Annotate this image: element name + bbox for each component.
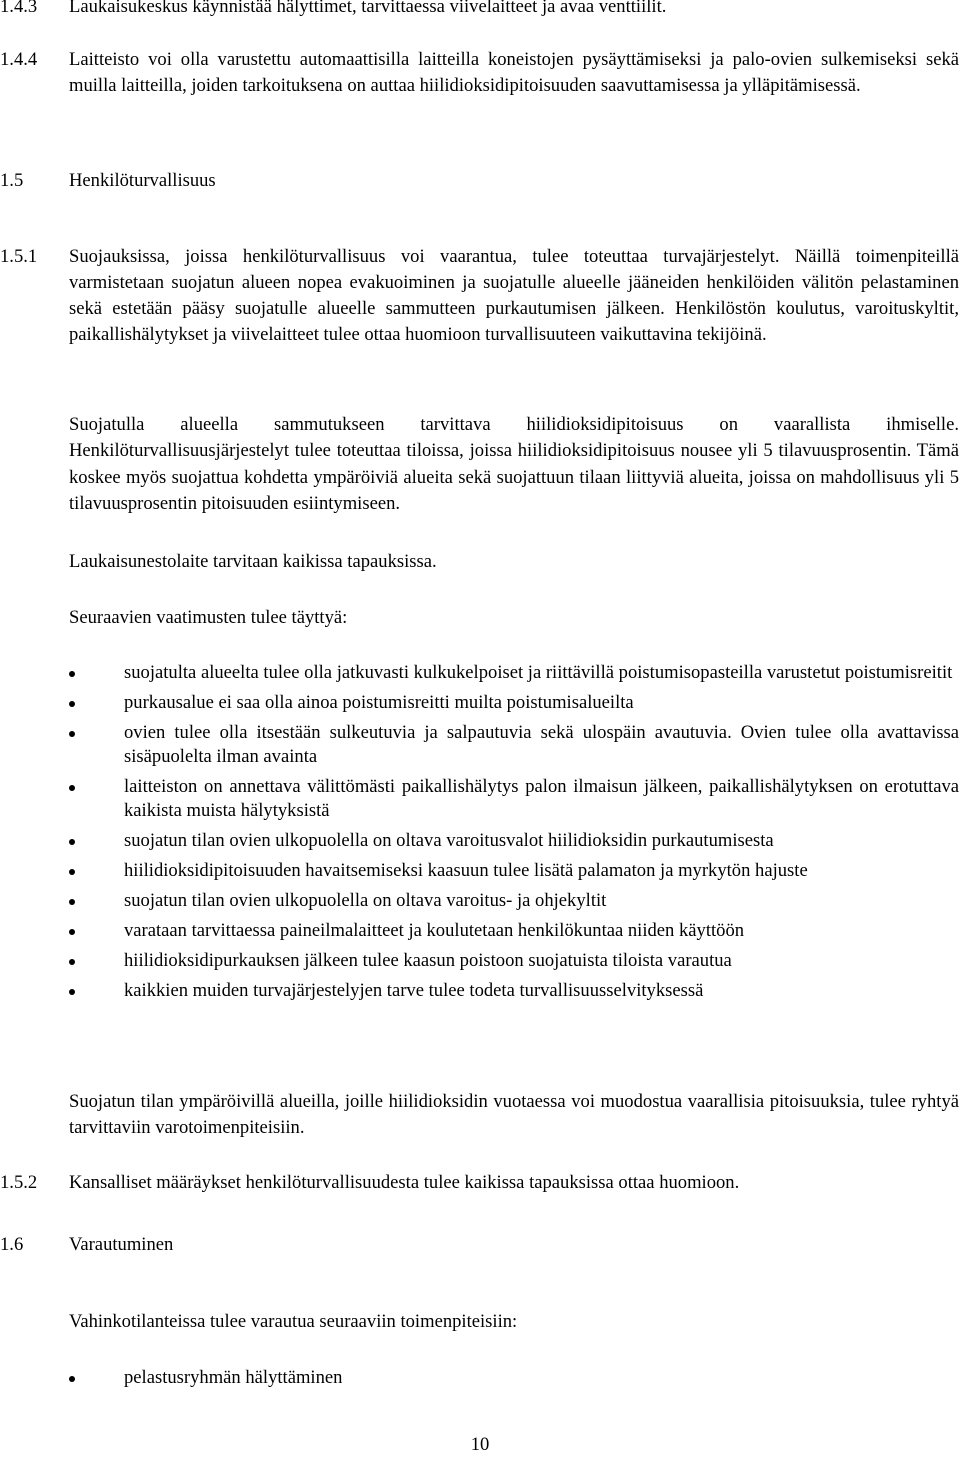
section-text: Laitteisto voi olla varustettu automaattisilla laitteilla koneistojen pysäyttämiseksi ja palo-ovien sulkemiseksi sekä muilla laitteilla, joiden tarkoituksena on auttaa hiilidioksidipitoisuuden saavuttamisessa ja ylläpitämisessä.: [69, 49, 959, 96]
list-item: [0, 919, 959, 943]
paragraph-co2-danger: Suojatulla alueella sammutukseen tarvittava hiilidioksidipitoisuus on vaarallista ihmiselle. Henkilöturvallisuusjärjestelyt tulee toteuttaa tiloissa, joissa hiilidioksidipitoisuus nousee yli 5 tilavuusprosentin. Tämä koskee myös suojattua kohdetta ympäröiviä alueita sekä suojattuun tilaan liittyviä alueita, joissa on mahdollisuus yli 5 tilavuusprosentin pitoisuuden esiintymiseen.: [69, 414, 959, 514]
section-number: 1.4.4: [0, 49, 38, 70]
bullet-icon: [69, 671, 75, 677]
list-item-text: suojatun tilan ovien ulkopuolella on oltava varoitusvalot hiilidioksidin purkautumisesta: [124, 830, 774, 851]
page-number: 10: [470, 1434, 490, 1455]
bullet-icon: [69, 929, 75, 935]
heading-1-6: [0, 1232, 960, 1258]
paragraph-preparedness-intro: Vahinkotilanteissa tulee varautua seuraaviin toimenpiteisiin:: [69, 1311, 518, 1332]
heading-number: 1.5: [0, 170, 24, 191]
section-text: Laukaisukeskus käynnistää hälyttimet, tarvittaessa viivelaitteet ja avaa venttiilit.: [69, 0, 667, 17]
heading-number: 1.6: [0, 1234, 24, 1255]
section-number: 1.5.1: [0, 246, 38, 267]
bullet-icon: [69, 701, 75, 707]
list-item-text: hiilidioksidipitoisuuden havaitsemiseksi kaasuun tulee lisätä palamaton ja myrkytön hajuste: [124, 860, 808, 881]
section-text: Kansalliset määräykset henkilöturvallisuudesta tulee kaikissa tapauksissa ottaa huomioon.: [69, 1172, 740, 1193]
list-item: [0, 721, 959, 769]
list-item-text: laitteiston on annettava välittömästi paikallishälytys palon ilmaisun jälkeen, paikallishälytyksen on erotuttava kaikista muista hälytyksistä: [124, 776, 959, 821]
paragraph-release-lock: Laukaisunestolaite tarvitaan kaikissa tapauksissa.: [69, 551, 437, 572]
list-item: [0, 691, 959, 715]
bullet-icon: [69, 1376, 75, 1382]
list-item: [0, 775, 959, 823]
list-item: [0, 949, 959, 973]
section-number: 1.4.3: [0, 0, 38, 17]
list-item-text: suojatulta alueelta tulee olla jatkuvasti kulkukelpoiset ja riittävillä poistumisopasteilla varustetut poistumisreitit: [124, 662, 953, 683]
bullet-icon: [69, 869, 75, 875]
section-text: Suojauksissa, joissa henkilöturvallisuus voi vaarantua, tulee toteuttaa turvajärjestelyt. Näillä toimenpiteillä varmistetaan suojatun alueen nopea evakuoiminen ja suojatulle alueelle jääneiden henkilöiden välitön pelastaminen sekä estetään pääsy suojatulle alueelle sammutteen purkautumisen jälkeen. Henkilöstön koulutus, varoituskyltit, paikallishälytykset ja viivelaitteet tulee ottaa huomioon turvallisuuteen vaikuttavina tekijöinä.: [69, 246, 959, 345]
section-1-4-4: [0, 47, 960, 99]
list-item-text: suojatun tilan ovien ulkopuolella on oltava varoitus- ja ohjekyltit: [124, 890, 607, 911]
section-1-4-3: [0, 0, 960, 20]
list-item-text: purkausalue ei saa olla ainoa poistumisreitti muilta poistumisalueilta: [124, 692, 634, 713]
list-item: [0, 1366, 959, 1390]
list-item: [0, 661, 959, 685]
list-item-text: pelastusryhmän hälyttäminen: [124, 1367, 343, 1388]
list-item-text: ovien tulee olla itsestään sulkeutuvia ja salpautuvia sekä ulospäin avautuvia. Ovien tulee olla avattavissa sisäpuolelta ilman avainta: [124, 722, 959, 767]
requirements-list: [0, 661, 960, 1003]
section-1-5-2: [0, 1170, 960, 1196]
bullet-icon: [69, 785, 75, 791]
list-item: [0, 979, 959, 1003]
list-item: [0, 829, 959, 853]
bullet-icon: [69, 731, 75, 737]
bullet-icon: [69, 989, 75, 995]
bullet-icon: [69, 839, 75, 845]
list-item: [0, 889, 959, 913]
list-item-text: kaikkien muiden turvajärjestelyjen tarve tulee todeta turvallisuusselvityksessä: [124, 980, 704, 1001]
list-item-text: hiilidioksidipurkauksen jälkeen tulee kaasun poistoon suojatuista tiloista varautua: [124, 950, 732, 971]
list-item-text: varataan tarvittaessa paineilmalaitteet ja koulutetaan henkilökuntaa niiden käyttöön: [124, 920, 745, 941]
section-number: 1.5.2: [0, 1172, 38, 1193]
paragraph-surrounding-areas: Suojatun tilan ympäröivillä alueilla, joille hiilidioksidin vuotaessa voi muodostua vaarallisia pitoisuuksia, tulee ryhtyä tarvittaviin varotoimenpiteisiin.: [69, 1091, 959, 1139]
heading-title: Henkilöturvallisuus: [69, 170, 216, 191]
bullet-icon: [69, 959, 75, 965]
bullet-icon: [69, 899, 75, 905]
paragraph-requirements-intro: Seuraavien vaatimusten tulee täyttyä:: [69, 607, 348, 628]
heading-title: Varautuminen: [69, 1234, 174, 1255]
preparedness-list: [0, 1366, 960, 1390]
list-item: [0, 859, 959, 883]
heading-1-5: [0, 168, 960, 194]
section-1-5-1: [0, 244, 960, 348]
